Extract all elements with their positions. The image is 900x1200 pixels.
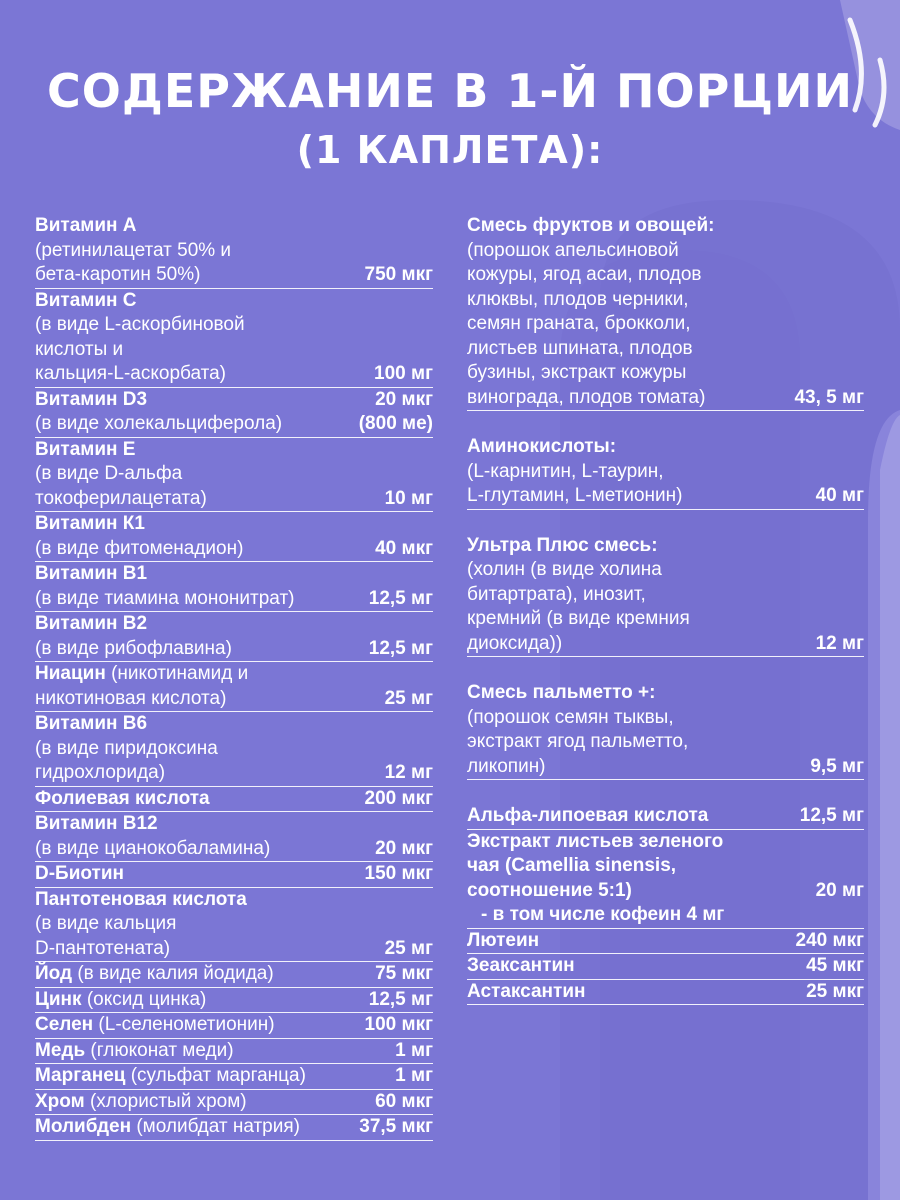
nutrient-description xyxy=(467,558,864,583)
nutrient-name: Молибден xyxy=(35,1116,132,1137)
nutrient-name: Смесь пальметто +: xyxy=(467,682,656,703)
nutrient-description xyxy=(467,386,786,411)
nutrient-name: Йод xyxy=(35,963,73,984)
nutrient-detail: (в виде тиамина мононитрат) xyxy=(35,587,295,609)
nutrient-detail: никотиновая кислота) xyxy=(35,687,227,709)
nutrient-line xyxy=(35,313,433,338)
nutrient-line xyxy=(35,888,433,913)
nutrient-line xyxy=(467,755,864,781)
nutrient-description xyxy=(467,460,864,485)
nutrient-detail: (оксид цинка) xyxy=(81,988,207,1010)
nutrient-line xyxy=(35,338,433,363)
nutrient-detail: винограда, плодов томата) xyxy=(467,386,706,408)
nutrient-line xyxy=(35,462,433,487)
nutrient-line xyxy=(35,912,433,937)
nutrient-name: Цинк xyxy=(35,988,82,1010)
nutrient-line xyxy=(35,1013,433,1039)
nutrient-description xyxy=(35,662,433,687)
nutrient-amount: 100 мкг xyxy=(364,1014,433,1035)
nutrient-line xyxy=(467,632,864,658)
nutrient-line xyxy=(467,484,864,510)
nutrient-name: Витамин D3 xyxy=(35,388,148,410)
nutrient-detail: бузины, экстракт кожуры xyxy=(467,362,687,383)
nutrient-name: Витамин С xyxy=(35,289,137,311)
nutrient-detail: кожуры, ягод асаи, плодов xyxy=(467,264,702,285)
nutrient-description xyxy=(35,637,361,662)
nutrient-line xyxy=(35,512,433,537)
nutrient-entry xyxy=(467,980,864,1006)
nutrient-entry xyxy=(35,862,433,888)
nutrient-detail: (в виде калия йодида) xyxy=(72,963,274,984)
nutrient-detail: токоферилацетата) xyxy=(35,487,207,509)
nutrient-detail: листьев шпината, плодов xyxy=(467,337,693,359)
nutrient-entry xyxy=(467,954,864,980)
page-title: СОДЕРЖАНИЕ В 1-Й ПОРЦИИ xyxy=(47,64,853,118)
nutrient-detail: семян граната, брокколи, xyxy=(467,313,691,334)
nutrient-amount: 9,5 мг xyxy=(810,755,864,777)
nutrient-entry xyxy=(35,1115,433,1141)
nutrient-entry xyxy=(467,534,864,658)
nutrient-name: Витамин В12 xyxy=(35,813,158,834)
nutrient-detail: (в виде фитоменадион) xyxy=(35,537,244,559)
nutrient-entry xyxy=(467,830,864,904)
nutrient-line xyxy=(35,837,433,863)
nutrient-amount: 60 мкг xyxy=(375,1090,433,1112)
nutrient-description xyxy=(35,587,361,612)
nutrient-detail: (L-карнитин, L-таурин, xyxy=(467,460,664,482)
nutrient-description xyxy=(35,512,433,537)
nutrient-description xyxy=(35,362,366,387)
nutrient-detail: (в виде холекальциферола) xyxy=(35,413,283,434)
nutrient-description xyxy=(467,681,864,706)
nutrient-description xyxy=(35,1090,367,1115)
nutrient-description xyxy=(35,313,433,338)
nutrient-name: Лютеин xyxy=(467,929,540,951)
nutrient-description xyxy=(467,607,864,632)
nutrient-line xyxy=(467,980,864,1006)
nutrient-description xyxy=(35,962,367,987)
nutrient-line xyxy=(35,1064,433,1090)
nutrient-line xyxy=(35,214,433,239)
nutrient-line xyxy=(35,1039,433,1065)
nutrient-line xyxy=(467,879,864,904)
nutrient-line xyxy=(467,361,864,386)
nutrient-line xyxy=(467,854,864,879)
nutrient-line xyxy=(467,583,864,608)
nutrient-line xyxy=(35,487,433,513)
nutrient-line xyxy=(467,214,864,239)
nutrient-line xyxy=(35,937,433,963)
nutrient-line xyxy=(35,1090,433,1116)
nutrient-name: Аминокислоты: xyxy=(467,436,617,457)
nutrient-name: Экстракт листьев зеленого xyxy=(467,830,724,852)
nutrient-detail: экстракт ягод пальметто, xyxy=(467,731,689,752)
nutrient-line xyxy=(467,435,864,460)
nutrient-description xyxy=(467,214,864,239)
nutrient-entry xyxy=(467,929,864,955)
nutrient-line xyxy=(467,804,864,830)
section-gap xyxy=(467,780,864,804)
nutrient-detail: кислоты и xyxy=(35,338,124,360)
nutrient-description xyxy=(35,263,357,288)
nutrient-line xyxy=(467,903,864,929)
nutrient-line xyxy=(467,730,864,755)
nutrient-detail: (в виде пиридоксина xyxy=(35,737,218,759)
nutrient-detail: (L-селенометионин) xyxy=(93,1014,275,1035)
nutrient-description xyxy=(467,804,792,829)
nutrient-entry xyxy=(35,712,433,787)
nutrient-description xyxy=(35,862,357,887)
nutrient-amount: 43, 5 мг xyxy=(794,386,864,408)
nutrient-entry xyxy=(35,1013,433,1039)
nutrient-line xyxy=(467,534,864,559)
nutrient-amount: 240 мкг xyxy=(795,929,864,951)
nutrient-name: Фолиевая кислота xyxy=(35,787,210,809)
nutrient-line xyxy=(35,662,433,687)
nutrient-detail: ликопин) xyxy=(467,755,546,777)
nutrient-line xyxy=(467,954,864,980)
nutrient-line xyxy=(35,687,433,713)
nutrient-description xyxy=(467,534,864,559)
nutrient-entry xyxy=(35,1039,433,1065)
nutrient-amount: 100 мг xyxy=(374,363,433,384)
nutrient-description xyxy=(35,1115,351,1140)
nutrient-description xyxy=(35,1039,387,1064)
nutrient-detail: (никотинамид и xyxy=(105,663,249,684)
nutrient-detail: (порошок апельсиновой xyxy=(467,239,679,261)
nutrient-description xyxy=(35,487,377,512)
nutrient-amount: 75 мкг xyxy=(375,963,433,984)
nutrient-name: Витамин В6 xyxy=(35,713,148,734)
nutrient-amount: 12,5 мг xyxy=(799,805,864,826)
nutrient-name: Витамин В2 xyxy=(35,613,148,634)
nutrient-entry xyxy=(35,988,433,1014)
nutrient-name: - в том числе кофеин 4 мг xyxy=(481,904,725,925)
nutrient-detail: кальция-L-аскорбата) xyxy=(35,363,226,384)
nutrient-description xyxy=(467,755,802,780)
nutrient-line xyxy=(467,607,864,632)
section-gap xyxy=(467,657,864,681)
nutrient-detail: (в виде цианокобаламина) xyxy=(35,837,271,859)
nutrient-amount: 150 мкг xyxy=(364,863,433,884)
nutrient-amount: 40 мг xyxy=(815,485,864,506)
nutrient-detail: (в виде L-аскорбиновой xyxy=(35,314,245,335)
nutrient-name: соотношение 5:1) xyxy=(467,879,632,901)
nutrient-amount: 25 мкг xyxy=(806,980,864,1002)
nutrient-entry xyxy=(35,512,433,562)
nutrient-description xyxy=(467,435,864,460)
nutrient-name: Витамин К1 xyxy=(35,513,145,534)
nutrient-line xyxy=(467,460,864,485)
nutrient-line xyxy=(35,438,433,463)
nutrient-description xyxy=(35,988,361,1013)
nutrient-line xyxy=(35,239,433,264)
nutrient-line xyxy=(35,587,433,613)
nutrient-line xyxy=(35,362,433,388)
nutrient-name: D-Биотин xyxy=(35,863,124,884)
nutrient-name: Хром xyxy=(35,1090,85,1112)
nutrient-line xyxy=(35,412,433,438)
nutrient-description xyxy=(467,954,798,979)
nutrient-line xyxy=(35,862,433,888)
nutrient-description xyxy=(35,562,433,587)
nutrient-line xyxy=(35,562,433,587)
nutrient-description xyxy=(467,484,808,509)
nutrient-line xyxy=(35,637,433,663)
nutrient-description xyxy=(467,854,864,879)
nutrient-name: Смесь фруктов и овощей: xyxy=(467,215,715,236)
nutrient-description xyxy=(35,214,433,239)
nutrient-line xyxy=(467,288,864,313)
nutrient-amount: 750 мкг xyxy=(364,264,433,285)
left-nutrient-column xyxy=(35,214,433,1141)
nutrient-description xyxy=(467,632,808,657)
nutrient-name: Альфа-липоевая кислота xyxy=(467,805,709,826)
section-gap xyxy=(467,510,864,534)
nutrient-line xyxy=(467,830,864,855)
nutrient-amount: 200 мкг xyxy=(364,787,433,809)
nutrient-entry xyxy=(467,681,864,780)
nutrient-description xyxy=(35,388,367,413)
nutrient-line xyxy=(467,337,864,362)
nutrient-description xyxy=(481,903,864,928)
nutrient-description xyxy=(467,583,864,608)
nutrient-description xyxy=(35,1013,357,1038)
nutrient-detail: (ретинилацетат 50% и xyxy=(35,239,232,261)
nutrient-amount: 20 мкг xyxy=(375,837,433,859)
nutrient-description xyxy=(35,937,377,962)
nutrient-detail: гидрохлорида) xyxy=(35,762,166,783)
nutrient-amount: 45 мкг xyxy=(806,955,864,976)
nutrient-description xyxy=(35,239,433,264)
nutrient-line xyxy=(35,289,433,314)
nutrient-line xyxy=(35,787,433,813)
nutrient-entry xyxy=(35,812,433,862)
nutrient-name: Медь xyxy=(35,1039,86,1061)
nutrient-amount: 37,5 мкг xyxy=(359,1116,433,1137)
nutrient-description xyxy=(467,830,864,855)
nutrient-detail: кремний (в виде кремния xyxy=(467,608,690,629)
nutrient-entry xyxy=(35,214,433,289)
nutrient-name: Витамин В1 xyxy=(35,563,148,584)
nutrient-description xyxy=(35,712,433,737)
nutrient-line xyxy=(35,812,433,837)
nutrient-description xyxy=(35,888,433,913)
nutrient-detail: диоксида)) xyxy=(467,632,563,654)
nutrient-description xyxy=(467,288,864,313)
nutrient-entry xyxy=(467,804,864,830)
nutrient-detail: (молибдат натрия) xyxy=(131,1116,300,1137)
nutrient-description xyxy=(35,612,433,637)
nutrient-entry xyxy=(35,388,433,438)
nutrient-description xyxy=(35,687,377,712)
nutrient-detail: (порошок семян тыквы, xyxy=(467,706,674,728)
nutrient-line xyxy=(35,962,433,988)
nutrient-name: Зеаксантин xyxy=(467,955,575,976)
nutrient-description xyxy=(35,438,433,463)
nutrient-entry xyxy=(35,1090,433,1116)
nutrient-name: Селен xyxy=(35,1014,94,1035)
nutrient-description xyxy=(35,812,433,837)
nutrient-name: Марганец xyxy=(35,1065,126,1086)
nutrient-detail: D-пантотената) xyxy=(35,937,171,959)
nutrient-detail: (в виде рибофлавина) xyxy=(35,637,232,659)
nutrient-detail: (в виде кальция xyxy=(35,913,177,934)
nutrient-description xyxy=(35,1064,387,1089)
nutrient-detail: битартрата), инозит, xyxy=(467,583,646,605)
nutrient-description xyxy=(467,239,864,264)
nutrient-line xyxy=(467,386,864,412)
nutrient-detail: (холин (в виде холина xyxy=(467,559,662,580)
nutrient-description xyxy=(467,337,864,362)
nutrient-description xyxy=(35,912,433,937)
nutrient-line xyxy=(35,1115,433,1141)
nutrient-amount: 25 мг xyxy=(384,687,433,709)
nutrient-line xyxy=(467,239,864,264)
nutrient-amount: 20 мкг xyxy=(375,388,433,410)
nutrient-description xyxy=(35,338,433,363)
nutrient-name: чая (Camellia sinensis, xyxy=(467,855,677,876)
nutrient-amount: 12,5 мг xyxy=(368,587,433,609)
nutrient-amount: 20 мг xyxy=(815,879,864,901)
nutrient-detail: (глюконат меди) xyxy=(85,1039,234,1061)
nutrient-line xyxy=(467,929,864,955)
nutrient-detail: бета-каротин 50%) xyxy=(35,264,201,285)
nutrient-line xyxy=(35,988,433,1014)
nutrient-name: Ниацин xyxy=(35,663,106,684)
nutrient-amount: 12,5 мг xyxy=(368,988,433,1010)
nutrient-description xyxy=(35,462,433,487)
nutrient-line xyxy=(35,761,433,787)
nutrient-entry xyxy=(35,662,433,712)
nutrient-name: Пантотеновая кислота xyxy=(35,888,247,910)
nutrient-description xyxy=(35,737,433,762)
nutrient-line xyxy=(35,612,433,637)
nutrient-line xyxy=(467,312,864,337)
nutrient-description xyxy=(35,787,357,812)
nutrient-line xyxy=(35,537,433,563)
nutrient-description xyxy=(35,412,351,437)
nutrient-description xyxy=(35,289,433,314)
nutrient-line xyxy=(35,712,433,737)
nutrient-name: Витамин А xyxy=(35,215,137,236)
nutrient-line xyxy=(467,706,864,731)
nutrient-amount: 10 мг xyxy=(384,487,433,509)
nutrient-entry xyxy=(35,438,433,513)
nutrient-entry xyxy=(35,888,433,963)
nutrient-entry xyxy=(35,787,433,813)
nutrient-name: Ультра Плюс смесь: xyxy=(467,534,658,556)
nutrient-entry xyxy=(467,214,864,411)
nutrient-entry xyxy=(35,1064,433,1090)
nutrient-amount: 25 мг xyxy=(384,937,433,959)
nutrient-description xyxy=(467,706,864,731)
nutrient-entry xyxy=(35,562,433,612)
nutrient-description xyxy=(467,879,808,904)
nutrient-entry xyxy=(35,289,433,388)
nutrient-line xyxy=(467,681,864,706)
nutrient-name: Астаксантин xyxy=(467,980,586,1002)
page-subtitle: (1 КАПЛЕТА): xyxy=(296,128,604,172)
nutrient-detail: (в виде D-альфа xyxy=(35,463,183,484)
nutrient-description xyxy=(467,730,864,755)
nutrient-line xyxy=(35,388,433,413)
nutrient-description xyxy=(467,263,864,288)
section-gap xyxy=(467,411,864,435)
nutrient-amount: 12 мг xyxy=(815,632,864,654)
nutrient-description xyxy=(467,312,864,337)
nutrient-amount: 1 мг xyxy=(395,1065,433,1086)
nutrient-name: Витамин Е xyxy=(35,438,136,460)
nutrient-amount: 40 мкг xyxy=(375,537,433,559)
nutrient-detail: (сульфат марганца) xyxy=(125,1065,306,1086)
nutrient-description xyxy=(467,361,864,386)
nutrient-amount: 1 мг xyxy=(395,1039,433,1061)
nutrient-detail: L-глутамин, L-метионин) xyxy=(467,485,683,506)
nutrient-amount: (800 ме) xyxy=(358,413,433,434)
nutrient-entry xyxy=(467,435,864,510)
nutrient-description xyxy=(35,837,367,862)
nutrient-description xyxy=(35,761,377,786)
nutrient-entry xyxy=(35,962,433,988)
nutrient-line xyxy=(35,737,433,762)
nutrient-line xyxy=(35,263,433,289)
nutrient-entry xyxy=(467,903,864,929)
nutrient-detail: (хлористый хром) xyxy=(84,1090,247,1112)
nutrient-description xyxy=(467,929,788,954)
nutrient-description xyxy=(467,980,798,1005)
nutrient-detail: клюквы, плодов черники, xyxy=(467,288,689,310)
nutrient-amount: 12,5 мг xyxy=(368,637,433,659)
nutrient-line xyxy=(467,558,864,583)
nutrient-entry xyxy=(35,612,433,662)
nutrient-description xyxy=(35,537,367,562)
nutrient-line xyxy=(467,263,864,288)
nutrient-amount: 12 мг xyxy=(384,762,433,783)
right-nutrient-column xyxy=(467,214,864,1005)
